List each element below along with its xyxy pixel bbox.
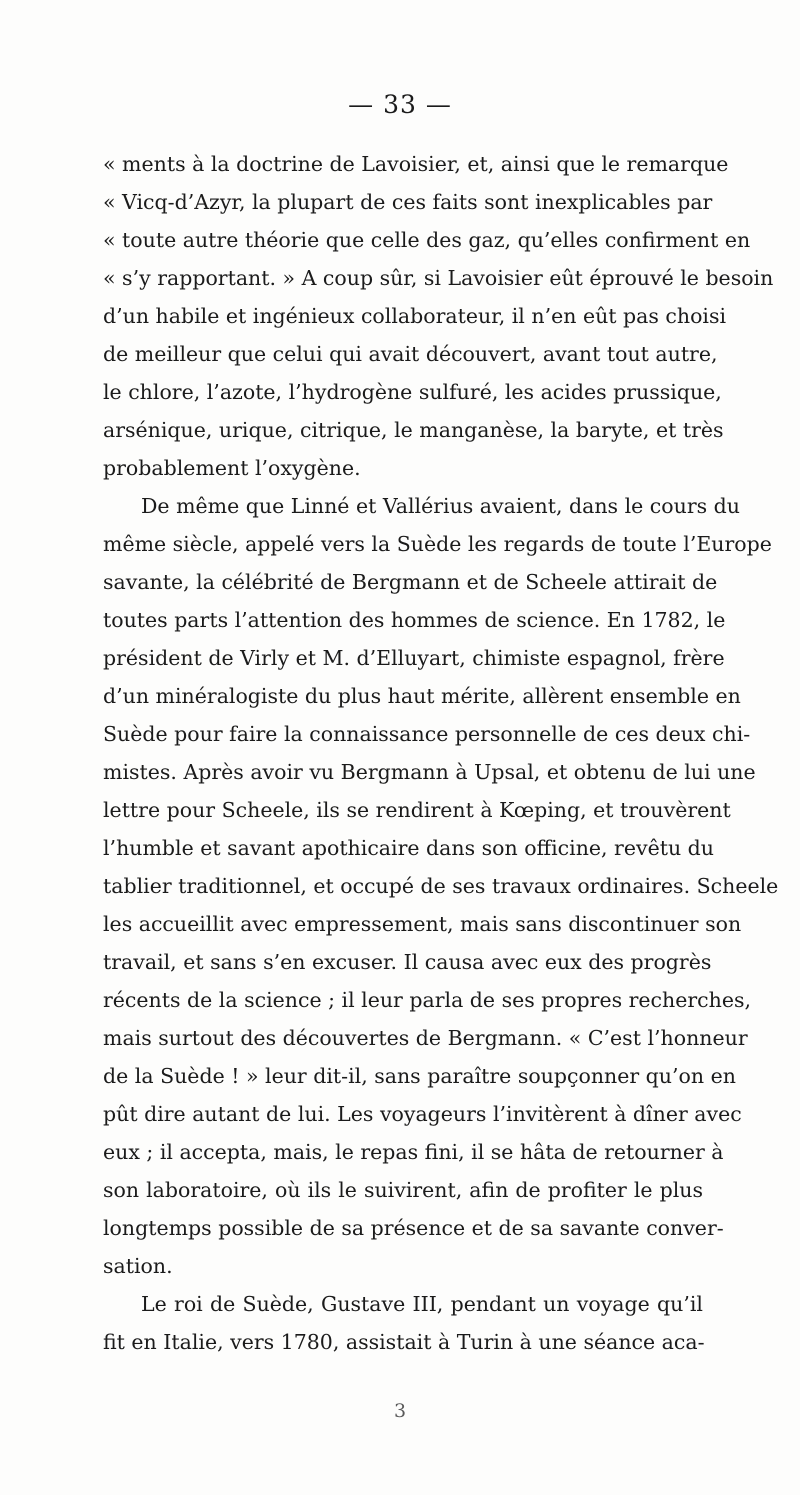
text-line: fit en Italie, vers 1780, assistait à Turin à une séance aca- [103, 1330, 705, 1354]
page-number: — 33 — [348, 90, 452, 119]
paragraph-start-line: De même que Linné et Vallérius avaient, dans le cours du [141, 494, 740, 518]
paragraph-start-line: Le roi de Suède, Gustave III, pendant un voyage qu’il [141, 1292, 703, 1316]
text-line: savante, la célébrité de Bergmann et de Scheele attirait de [103, 570, 718, 594]
text-line: récents de la science ; il leur parla de ses propres recherches, [103, 988, 752, 1012]
text-line: longtemps possible de sa présence et de sa savante conver- [103, 1216, 724, 1240]
text-line: toutes parts l’attention des hommes de science. En 1782, le [103, 608, 726, 632]
text-line: eux ; il accepta, mais, le repas fini, il se hâta de retourner à [103, 1140, 724, 1164]
text-line: sation. [103, 1254, 173, 1278]
text-line: de la Suède ! » leur dit-il, sans paraître soupçonner qu’on en [103, 1064, 736, 1088]
text-line: « toute autre théorie que celle des gaz, qu’elles confirment en [103, 228, 751, 252]
text-line: de meilleur que celui qui avait découvert, avant tout autre, [103, 342, 718, 366]
text-line: son laboratoire, où ils le suivirent, afin de profiter le plus [103, 1178, 703, 1202]
text-line: Suède pour faire la connaissance personnelle de ces deux chi- [103, 722, 751, 746]
text-line: arsénique, urique, citrique, le manganèse, la baryte, et très [103, 418, 724, 442]
text-line: le chlore, l’azote, l’hydrogène sulfuré, les acides prussique, [103, 380, 722, 404]
text-line: probablement l’oxygène. [103, 456, 361, 480]
text-line: « ments à la doctrine de Lavoisier, et, ainsi que le remarque [103, 152, 729, 176]
text-line: lettre pour Scheele, ils se rendirent à Kœping, et trouvèrent [103, 798, 731, 822]
body-text [103, 145, 779, 1361]
text-line: les accueillit avec empressement, mais sans discontinuer son [103, 912, 742, 936]
text-line: « Vicq-d’Azyr, la plupart de ces faits sont inexplicables par [103, 190, 713, 214]
text-line: d’un minéralogiste du plus haut mérite, allèrent ensemble en [103, 684, 741, 708]
text-line: l’humble et savant apothicaire dans son officine, revêtu du [103, 836, 714, 860]
text-line: mistes. Après avoir vu Bergmann à Upsal, et obtenu de lui une [103, 760, 756, 784]
text-line: tablier traditionnel, et occupé de ses travaux ordinaires. Scheele [103, 874, 779, 898]
text-line: d’un habile et ingénieux collaborateur, il n’en eût pas choisi [103, 304, 727, 328]
text-line: mais surtout des découvertes de Bergmann. « C’est l’honneur [103, 1026, 748, 1050]
text-line: président de Virly et M. d’Elluyart, chimiste espagnol, frère [103, 646, 725, 670]
text-line: travail, et sans s’en excuser. Il causa avec eux des progrès [103, 950, 712, 974]
text-line: « s’y rapportant. » A coup sûr, si Lavoisier eût éprouvé le besoin [103, 266, 774, 290]
signature-mark: 3 [393, 1400, 407, 1422]
text-line: même siècle, appelé vers la Suède les regards de toute l’Europe [103, 532, 772, 556]
text-line: pût dire autant de lui. Les voyageurs l’invitèrent à dîner avec [103, 1102, 742, 1126]
